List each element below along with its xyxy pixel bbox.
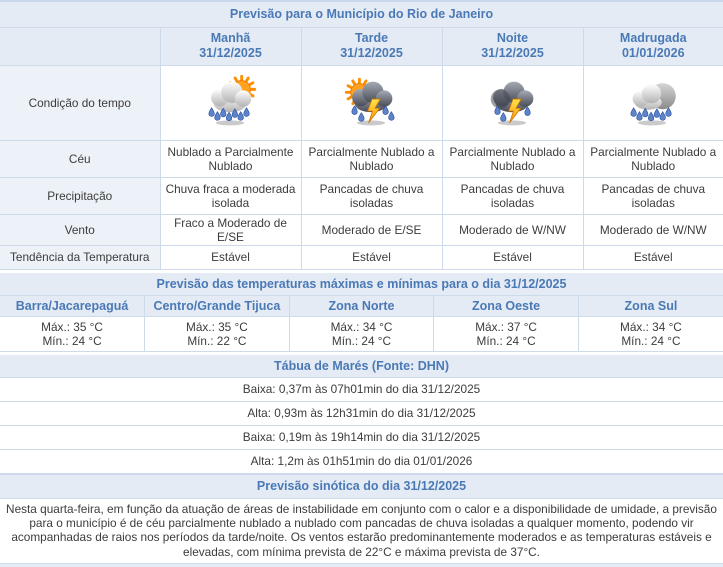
zone-temps xyxy=(434,317,579,352)
zone-temps xyxy=(0,317,145,352)
zone-header-barra-jacarepagua: Barra/Jacarepaguá xyxy=(0,296,145,317)
period-date: 31/12/2025 xyxy=(340,46,403,60)
precipitation-value: Pancadas de chuva isoladas xyxy=(301,177,442,214)
min-temp: Mín.: 24 °C xyxy=(331,334,392,348)
max-temp: Máx.: 35 °C xyxy=(41,320,103,334)
temp-trend-value: Estável xyxy=(583,245,723,269)
bottom-band xyxy=(0,563,723,567)
temp-trend-value: Estável xyxy=(301,245,442,269)
precipitation-value: Chuva fraca a moderada isolada xyxy=(160,177,301,214)
zone-temps xyxy=(578,317,723,352)
temperatures-section-title: Previsão das temperaturas máximas e mínimas para o dia 31/12/2025 xyxy=(0,273,723,296)
row-label-ceu: Céu xyxy=(0,140,160,177)
synoptic-section-title: Previsão sinótica do dia 31/12/2025 xyxy=(0,474,723,499)
sky-value: Parcialmente Nublado a Nublado xyxy=(442,140,583,177)
precipitation-value: Pancadas de chuva isoladas xyxy=(583,177,723,214)
min-temp: Mín.: 24 °C xyxy=(476,334,536,348)
weather-cell-tarde xyxy=(301,65,442,140)
tide-entry: Alta: 0,93m às 12h31min do dia 31/12/2025 xyxy=(0,401,723,425)
period-date: 01/01/2026 xyxy=(621,46,685,60)
min-temp: Mín.: 24 °C xyxy=(42,334,102,348)
row-label-precipitacao: Precipitação xyxy=(0,177,160,214)
period-label: Tarde xyxy=(354,31,389,45)
column-header-tarde xyxy=(301,27,442,65)
min-temp: Mín.: 22 °C xyxy=(187,334,247,348)
tides-table xyxy=(0,355,723,474)
period-date: 31/12/2025 xyxy=(481,46,544,60)
row-label-condicao-do-tempo: Condição do tempo xyxy=(0,65,160,140)
temperatures-table xyxy=(0,273,723,353)
column-header-noite xyxy=(442,27,583,65)
max-temp: Máx.: 35 °C xyxy=(186,320,248,334)
zone-temps xyxy=(289,317,434,352)
tide-entry: Baixa: 0,37m às 07h01min do dia 31/12/2025 xyxy=(0,377,723,401)
zone-header-centro-grande-tijuca: Centro/Grande Tijuca xyxy=(145,296,290,317)
weather-cell-noite xyxy=(442,65,583,140)
column-header-manha xyxy=(160,27,301,65)
temp-trend-value: Estável xyxy=(442,245,583,269)
tide-entry: Alta: 1,2m às 01h51min do dia 01/01/2026 xyxy=(0,449,723,473)
period-label: Manhã xyxy=(210,31,251,45)
row-label-vento: Vento xyxy=(0,214,160,245)
zone-header-zona-sul: Zona Sul xyxy=(578,296,723,317)
period-label: Noite xyxy=(496,31,529,45)
rain-icon xyxy=(622,75,684,127)
max-temp: Máx.: 37 °C xyxy=(475,320,537,334)
period-label: Madrugada xyxy=(619,31,687,45)
min-temp: Mín.: 24 °C xyxy=(621,334,681,348)
weather-cell-manha xyxy=(160,65,301,140)
synoptic-forecast-text: Nesta quarta-feira, em função da atuação de áreas de instabilidade em conjunto com o calor e a disponibilidade de umidade, a previsão para o município é de céu parcialmente nublado a nublado com pancadas de chuva isoladas a qualquer momento, podendo vir acompanhadas de raios nos períodos da tarde/noite. Os ventos estarão predominantemente moderados e as temperaturas estáveis e elevadas, com mínima prevista de 22°C e máxima prevista de 37°C. xyxy=(0,499,723,564)
page-title: Previsão para o Município do Rio de Janeiro xyxy=(0,2,723,27)
wind-value: Fraco a Moderado de E/SE xyxy=(160,214,301,245)
wind-value: Moderado de W/NW xyxy=(442,214,583,245)
sun-rain-icon xyxy=(200,75,262,127)
zone-header-zona-oeste: Zona Oeste xyxy=(434,296,579,317)
sun-storm-icon xyxy=(341,75,403,127)
sky-value: Parcialmente Nublado a Nublado xyxy=(583,140,723,177)
corner-cell xyxy=(0,27,160,65)
wind-value: Moderado de W/NW xyxy=(583,214,723,245)
column-header-madrugada xyxy=(583,27,723,65)
precipitation-value: Pancadas de chuva isoladas xyxy=(442,177,583,214)
period-date: 31/12/2025 xyxy=(199,46,262,60)
tide-entry: Baixa: 0,19m às 19h14min do dia 31/12/2025 xyxy=(0,425,723,449)
tides-section-title: Tábua de Marés (Fonte: DHN) xyxy=(0,355,723,377)
sky-value: Parcialmente Nublado a Nublado xyxy=(301,140,442,177)
weather-cell-madrugada xyxy=(583,65,723,140)
row-label-tendencia: Tendência da Temperatura xyxy=(0,245,160,269)
temp-trend-value: Estável xyxy=(160,245,301,269)
zone-header-zona-norte: Zona Norte xyxy=(289,296,434,317)
max-temp: Máx.: 34 °C xyxy=(620,320,682,334)
sky-value: Nublado a Parcialmente Nublado xyxy=(160,140,301,177)
storm-icon xyxy=(482,75,544,127)
zone-temps xyxy=(145,317,290,352)
forecast-table xyxy=(0,2,723,270)
wind-value: Moderado de E/SE xyxy=(301,214,442,245)
max-temp: Máx.: 34 °C xyxy=(330,320,393,334)
